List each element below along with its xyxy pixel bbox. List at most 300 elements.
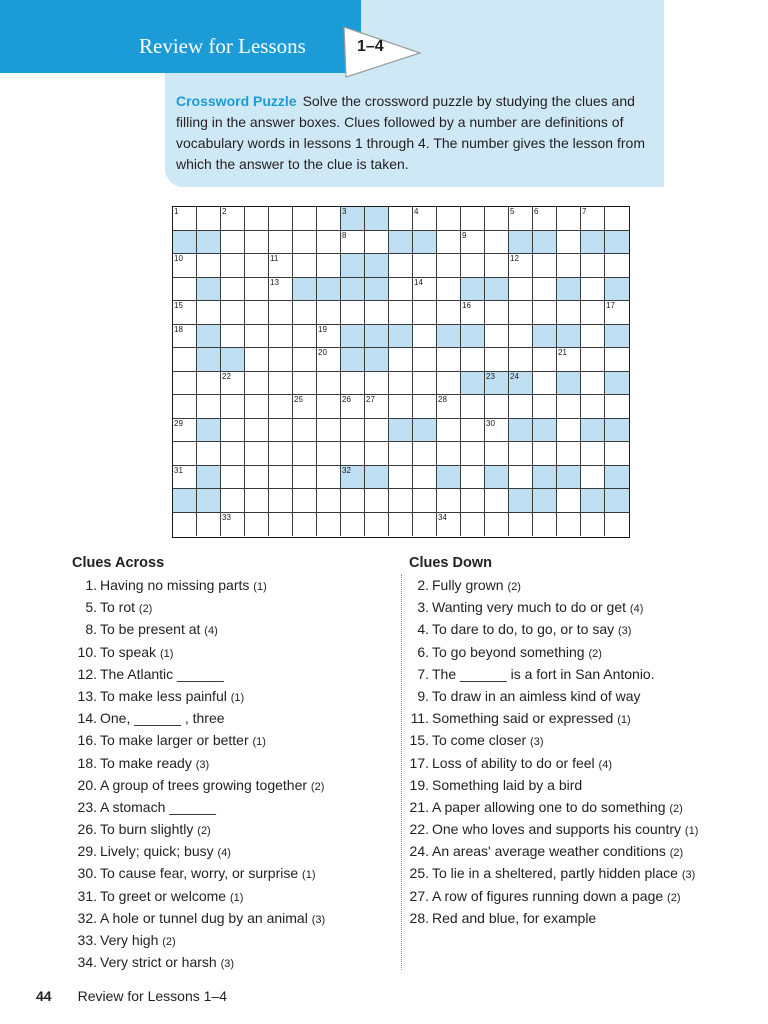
grid-cell[interactable] [533, 301, 557, 325]
grid-cell[interactable] [413, 301, 437, 325]
grid-cell[interactable] [605, 513, 629, 537]
grid-cell[interactable] [605, 442, 629, 466]
grid-cell[interactable] [269, 513, 293, 537]
grid-cell[interactable] [581, 442, 605, 466]
grid-cell[interactable] [269, 466, 293, 490]
grid-cell[interactable] [413, 489, 437, 513]
grid-cell-number: 33 [222, 512, 231, 522]
grid-cell[interactable] [317, 254, 341, 278]
grid-cell[interactable] [269, 372, 293, 396]
grid-cell[interactable] [365, 301, 389, 325]
grid-cell[interactable] [365, 231, 389, 255]
grid-cell[interactable] [317, 301, 341, 325]
grid-cell[interactable] [509, 231, 533, 255]
grid-cell[interactable] [245, 442, 269, 466]
grid-cell[interactable] [293, 442, 317, 466]
grid-cell[interactable] [461, 278, 485, 302]
grid-cell[interactable] [605, 372, 629, 396]
grid-cell[interactable] [173, 348, 197, 372]
grid-cell[interactable] [389, 489, 413, 513]
clue-definition: Loss of ability to do or feel [432, 754, 595, 771]
grid-cell[interactable] [509, 254, 533, 278]
grid-cell[interactable] [581, 395, 605, 419]
grid-cell[interactable] [197, 207, 221, 231]
grid-cell[interactable] [557, 513, 581, 537]
grid-cell[interactable] [389, 395, 413, 419]
grid-cell[interactable] [173, 278, 197, 302]
grid-cell[interactable] [389, 466, 413, 490]
grid-cell[interactable] [245, 254, 269, 278]
grid-cell[interactable] [389, 301, 413, 325]
grid-cell[interactable] [509, 513, 533, 537]
grid-cell[interactable] [605, 395, 629, 419]
grid-cell[interactable] [557, 278, 581, 302]
grid-cell[interactable] [293, 325, 317, 349]
grid-cell[interactable] [557, 442, 581, 466]
grid-cell[interactable] [461, 254, 485, 278]
grid-cell[interactable] [269, 278, 293, 302]
grid-cell[interactable] [557, 325, 581, 349]
grid-cell[interactable] [293, 301, 317, 325]
clue-definition: To burn slightly [100, 821, 194, 838]
grid-cell[interactable] [269, 325, 293, 349]
grid-cell[interactable] [269, 442, 293, 466]
grid-cell[interactable] [365, 419, 389, 443]
grid-cell[interactable] [173, 372, 197, 396]
clue-lesson-number: (4) [204, 625, 218, 638]
grid-cell[interactable] [485, 442, 509, 466]
grid-cell[interactable] [293, 372, 317, 396]
grid-cell-number: 12 [510, 254, 519, 263]
grid-cell[interactable] [293, 348, 317, 372]
grid-cell-number: 34 [438, 512, 447, 522]
grid-cell[interactable] [581, 419, 605, 443]
grid-cell[interactable] [317, 325, 341, 349]
grid-cell[interactable] [605, 466, 629, 490]
grid-cell[interactable] [173, 513, 197, 537]
grid-cell[interactable] [293, 489, 317, 513]
grid-cell[interactable] [557, 466, 581, 490]
grid-cell[interactable] [605, 489, 629, 513]
grid-cell[interactable] [197, 325, 221, 349]
grid-cell[interactable] [197, 466, 221, 490]
grid-cell[interactable] [197, 419, 221, 443]
grid-cell[interactable] [293, 207, 317, 231]
grid-cell[interactable] [293, 513, 317, 537]
grid-cell[interactable] [173, 489, 197, 513]
grid-cell-number: 28 [438, 395, 447, 404]
grid-cell[interactable] [413, 278, 437, 302]
grid-cell[interactable] [365, 513, 389, 537]
grid-cell[interactable] [341, 301, 365, 325]
grid-cell[interactable] [437, 278, 461, 302]
grid-cell[interactable] [509, 278, 533, 302]
grid-cell[interactable] [173, 419, 197, 443]
grid-cell[interactable] [317, 231, 341, 255]
grid-cell[interactable] [557, 372, 581, 396]
grid-cell[interactable] [341, 442, 365, 466]
grid-cell[interactable] [533, 348, 557, 372]
grid-cell[interactable] [317, 348, 341, 372]
grid-cell[interactable] [293, 231, 317, 255]
grid-cell[interactable] [509, 207, 533, 231]
grid-cell[interactable] [221, 442, 245, 466]
grid-cell[interactable] [317, 395, 341, 419]
grid-cell[interactable] [245, 513, 269, 537]
grid-cell[interactable] [365, 325, 389, 349]
grid-cell[interactable] [197, 301, 221, 325]
grid-cell[interactable] [581, 466, 605, 490]
grid-cell[interactable] [437, 348, 461, 372]
grid-cell[interactable] [509, 442, 533, 466]
intro-paragraph [176, 91, 646, 175]
grid-cell[interactable] [461, 466, 485, 490]
grid-cell[interactable] [485, 466, 509, 490]
grid-cell[interactable] [413, 372, 437, 396]
grid-cell[interactable] [245, 348, 269, 372]
grid-cell[interactable] [173, 301, 197, 325]
grid-cell[interactable] [437, 419, 461, 443]
grid-cell[interactable] [365, 395, 389, 419]
clue-definition: To greet or welcome [100, 887, 227, 904]
grid-cell[interactable] [557, 489, 581, 513]
clue-number: 13. [77, 687, 97, 704]
grid-cell[interactable] [341, 372, 365, 396]
grid-cell[interactable] [245, 419, 269, 443]
grid-cell[interactable] [533, 254, 557, 278]
grid-cell[interactable] [413, 325, 437, 349]
grid-cell[interactable] [509, 489, 533, 513]
grid-cell[interactable] [365, 442, 389, 466]
grid-cell[interactable] [365, 207, 389, 231]
grid-cell[interactable] [557, 301, 581, 325]
grid-cell[interactable] [533, 207, 557, 231]
grid-cell[interactable] [173, 466, 197, 490]
grid-cell[interactable] [533, 489, 557, 513]
grid-cell[interactable] [197, 278, 221, 302]
grid-cell-number: 21 [558, 348, 567, 357]
grid-cell[interactable] [341, 207, 365, 231]
grid-cell[interactable] [461, 207, 485, 231]
grid-cell[interactable] [413, 231, 437, 255]
grid-cell[interactable] [413, 207, 437, 231]
grid-cell[interactable] [389, 442, 413, 466]
grid-cell[interactable] [605, 348, 629, 372]
grid-cell[interactable] [437, 489, 461, 513]
grid-cell[interactable] [269, 231, 293, 255]
grid-cell[interactable] [557, 231, 581, 255]
grid-cell[interactable] [485, 513, 509, 537]
grid-cell[interactable] [485, 419, 509, 443]
grid-cell[interactable] [341, 466, 365, 490]
grid-cell[interactable] [221, 231, 245, 255]
grid-cell[interactable] [485, 207, 509, 231]
clue-number: 12. [77, 665, 97, 682]
grid-cell[interactable] [485, 489, 509, 513]
clue-number: 10. [77, 643, 97, 660]
grid-cell[interactable] [293, 395, 317, 419]
grid-cell[interactable] [365, 254, 389, 278]
grid-cell[interactable] [221, 254, 245, 278]
clue-item [402, 596, 762, 618]
grid-cell[interactable] [509, 419, 533, 443]
grid-cell[interactable] [581, 231, 605, 255]
grid-cell[interactable] [389, 325, 413, 349]
grid-cell[interactable] [341, 231, 365, 255]
grid-cell[interactable] [461, 395, 485, 419]
grid-cell[interactable] [221, 348, 245, 372]
grid-cell[interactable] [557, 254, 581, 278]
grid-cell[interactable] [221, 419, 245, 443]
grid-cell[interactable] [317, 466, 341, 490]
grid-cell[interactable] [341, 513, 365, 537]
grid-cell[interactable] [437, 231, 461, 255]
grid-cell[interactable] [605, 231, 629, 255]
grid-cell[interactable] [245, 278, 269, 302]
grid-cell[interactable] [245, 325, 269, 349]
grid-cell[interactable] [341, 254, 365, 278]
grid-cell[interactable] [245, 395, 269, 419]
grid-cell[interactable] [461, 348, 485, 372]
clue-text [100, 618, 218, 642]
clue-text [432, 752, 612, 776]
grid-cell[interactable] [317, 489, 341, 513]
grid-cell[interactable] [413, 348, 437, 372]
grid-cell[interactable] [389, 231, 413, 255]
grid-cell[interactable] [197, 372, 221, 396]
grid-cell[interactable] [437, 513, 461, 537]
grid-cell[interactable] [485, 301, 509, 325]
grid-cell[interactable] [533, 419, 557, 443]
grid-cell[interactable] [173, 231, 197, 255]
grid-cell[interactable] [581, 325, 605, 349]
grid-cell[interactable] [293, 254, 317, 278]
grid-cell[interactable] [365, 348, 389, 372]
grid-cell[interactable] [221, 325, 245, 349]
grid-cell[interactable] [509, 372, 533, 396]
grid-cell[interactable] [605, 278, 629, 302]
grid-cell[interactable] [581, 278, 605, 302]
grid-cell[interactable] [317, 278, 341, 302]
grid-cell[interactable] [485, 278, 509, 302]
grid-cell[interactable] [173, 254, 197, 278]
grid-cell[interactable] [221, 466, 245, 490]
grid-cell[interactable] [605, 207, 629, 231]
grid-cell[interactable] [269, 254, 293, 278]
clue-lesson-number: (3) [618, 625, 632, 638]
grid-cell[interactable] [557, 395, 581, 419]
grid-cell[interactable] [389, 207, 413, 231]
clue-lesson-number: (4) [217, 847, 231, 860]
grid-cell[interactable] [485, 395, 509, 419]
grid-cell[interactable] [197, 348, 221, 372]
grid-cell[interactable] [365, 489, 389, 513]
grid-cell[interactable] [197, 254, 221, 278]
grid-cell[interactable] [581, 513, 605, 537]
grid-cell[interactable] [509, 301, 533, 325]
grid-cell[interactable] [341, 348, 365, 372]
grid-cell[interactable] [485, 325, 509, 349]
grid-cell[interactable] [485, 372, 509, 396]
grid-cell[interactable] [221, 301, 245, 325]
grid-cell[interactable] [413, 466, 437, 490]
grid-cell[interactable] [293, 278, 317, 302]
grid-cell[interactable] [581, 489, 605, 513]
grid-cell[interactable] [533, 395, 557, 419]
grid-cell[interactable] [485, 231, 509, 255]
grid-cell[interactable] [221, 513, 245, 537]
clue-number: 24. [409, 843, 429, 860]
grid-cell[interactable] [437, 254, 461, 278]
grid-cell[interactable] [461, 513, 485, 537]
grid-cell[interactable] [269, 489, 293, 513]
grid-cell[interactable] [317, 207, 341, 231]
grid-cell[interactable] [461, 419, 485, 443]
grid-cell[interactable] [389, 254, 413, 278]
grid-cell[interactable] [413, 395, 437, 419]
grid-cell[interactable] [389, 372, 413, 396]
grid-cell[interactable] [509, 466, 533, 490]
grid-cell[interactable] [293, 419, 317, 443]
grid-cell[interactable] [197, 513, 221, 537]
grid-cell[interactable] [605, 325, 629, 349]
grid-cell[interactable] [245, 372, 269, 396]
clue-item [70, 752, 400, 774]
grid-cell[interactable] [533, 278, 557, 302]
grid-cell[interactable] [533, 466, 557, 490]
clue-item [402, 707, 762, 729]
grid-cell[interactable] [173, 395, 197, 419]
clue-definition: To speak [100, 643, 157, 660]
grid-cell-number: 19 [318, 324, 327, 334]
grid-cell[interactable] [533, 513, 557, 537]
grid-cell[interactable] [437, 395, 461, 419]
grid-cell[interactable] [605, 419, 629, 443]
grid-cell[interactable] [317, 513, 341, 537]
grid-cell[interactable] [437, 372, 461, 396]
grid-cell[interactable] [533, 325, 557, 349]
grid-cell[interactable] [461, 231, 485, 255]
grid-cell[interactable] [485, 254, 509, 278]
grid-cell[interactable] [461, 489, 485, 513]
grid-cell[interactable] [413, 254, 437, 278]
grid-cell[interactable] [221, 372, 245, 396]
grid-cell[interactable] [581, 207, 605, 231]
clue-text [100, 840, 231, 864]
grid-cell[interactable] [293, 466, 317, 490]
grid-cell-number: 13 [270, 277, 279, 287]
grid-cell[interactable] [533, 442, 557, 466]
grid-cell[interactable] [581, 372, 605, 396]
grid-cell[interactable] [485, 348, 509, 372]
grid-cell[interactable] [341, 395, 365, 419]
grid-cell[interactable] [341, 278, 365, 302]
grid-cell[interactable] [245, 207, 269, 231]
grid-cell[interactable] [317, 419, 341, 443]
grid-cell[interactable] [533, 231, 557, 255]
grid-cell[interactable] [437, 442, 461, 466]
grid-cell[interactable] [341, 325, 365, 349]
grid-cell[interactable] [437, 325, 461, 349]
grid-cell[interactable] [461, 301, 485, 325]
grid-cell[interactable] [413, 419, 437, 443]
grid-cell[interactable] [245, 489, 269, 513]
grid-cell[interactable] [221, 207, 245, 231]
grid-cell[interactable] [341, 419, 365, 443]
grid-cell[interactable] [269, 395, 293, 419]
clue-text [432, 707, 631, 731]
grid-cell[interactable] [389, 419, 413, 443]
grid-cell[interactable] [581, 301, 605, 325]
grid-cell[interactable] [341, 489, 365, 513]
grid-cell[interactable] [245, 466, 269, 490]
grid-cell[interactable] [317, 442, 341, 466]
grid-cell[interactable] [509, 325, 533, 349]
grid-cell-number: 9 [462, 230, 467, 240]
grid-cell[interactable] [461, 325, 485, 349]
grid-cell[interactable] [365, 278, 389, 302]
grid-cell[interactable] [197, 231, 221, 255]
grid-cell[interactable] [245, 231, 269, 255]
grid-cell[interactable] [605, 301, 629, 325]
grid-cell[interactable] [437, 466, 461, 490]
grid-cell[interactable] [437, 207, 461, 231]
grid-cell[interactable] [581, 348, 605, 372]
grid-cell[interactable] [173, 325, 197, 349]
grid-cell[interactable] [221, 395, 245, 419]
grid-cell[interactable] [221, 489, 245, 513]
grid-cell[interactable] [269, 419, 293, 443]
grid-cell[interactable] [605, 254, 629, 278]
clue-lesson-number: (1) [159, 647, 174, 660]
grid-cell[interactable] [245, 301, 269, 325]
grid-cell[interactable] [197, 442, 221, 466]
clue-item [70, 951, 400, 973]
grid-cell[interactable] [461, 442, 485, 466]
grid-cell[interactable] [173, 207, 197, 231]
clue-text [100, 663, 224, 685]
grid-cell[interactable] [173, 442, 197, 466]
grid-cell[interactable] [197, 489, 221, 513]
grid-cell[interactable] [437, 301, 461, 325]
clue-item [402, 752, 762, 774]
grid-cell[interactable] [389, 348, 413, 372]
grid-cell[interactable] [557, 207, 581, 231]
clue-text [100, 774, 324, 798]
grid-cell[interactable] [557, 348, 581, 372]
grid-cell[interactable] [389, 278, 413, 302]
grid-cell[interactable] [269, 301, 293, 325]
grid-cell[interactable] [557, 419, 581, 443]
grid-cell[interactable] [269, 207, 293, 231]
grid-cell[interactable] [581, 254, 605, 278]
grid-cell[interactable] [365, 466, 389, 490]
grid-cell[interactable] [413, 442, 437, 466]
grid-cell[interactable] [221, 278, 245, 302]
clue-lesson-number: (2) [138, 603, 153, 616]
grid-cell[interactable] [197, 395, 221, 419]
grid-cell[interactable] [365, 372, 389, 396]
grid-cell[interactable] [317, 372, 341, 396]
grid-cell[interactable] [461, 372, 485, 396]
grid-cell[interactable] [269, 348, 293, 372]
clue-text [432, 641, 602, 665]
grid-cell[interactable] [533, 372, 557, 396]
grid-cell[interactable] [509, 348, 533, 372]
grid-cell[interactable] [389, 513, 413, 537]
grid-cell[interactable] [509, 395, 533, 419]
grid-cell[interactable] [413, 513, 437, 537]
